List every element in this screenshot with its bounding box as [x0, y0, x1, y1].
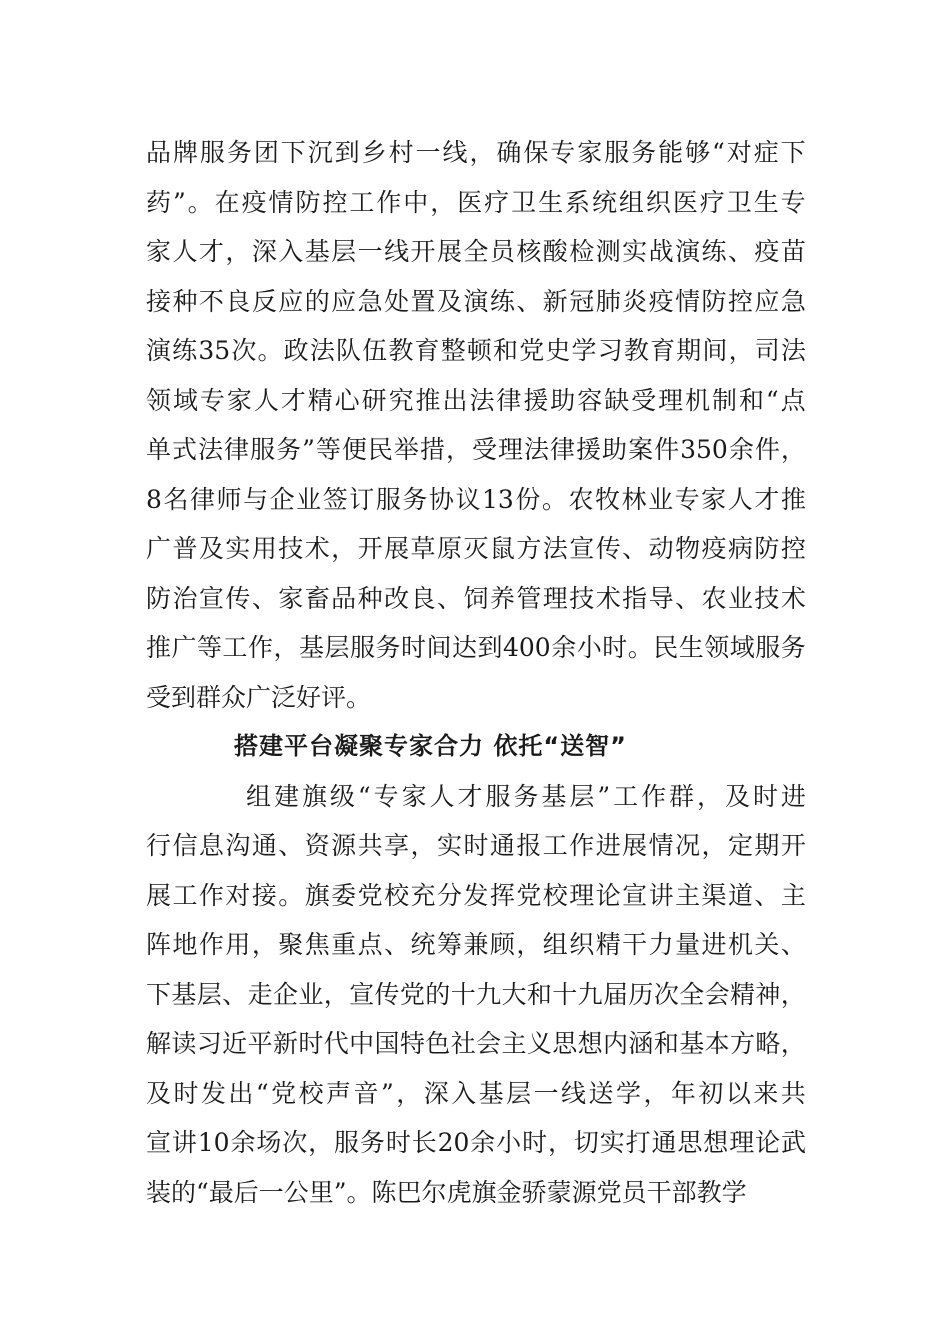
text-line: 受到群众广泛好评。 — [146, 682, 372, 712]
text-line: 广 普 及 实 用 技 术 ， 开 展 草 原 灭 鼠 方 法 宣 传 、 动 物 疫 病 防 控 — [146, 534, 806, 563]
paragraph-platform — [146, 772, 806, 1218]
text-line: 组 建 旗 级 “ 专 家 人 才 服 务 基 层 ” 工 作 群 ， 及 时 进 — [246, 781, 806, 811]
text-line: 品 牌 服 务 团 下 沉 到 乡 村 一 线 ， 确 保 专 家 服 务 能 够 “ 对 症 下 — [146, 138, 806, 167]
text-line: 阵 地 作 用 ， 聚 焦 重 点 、 统 筹 兼 顾 ， 组 织 精 干 力 量 进 机 关 、 — [146, 930, 806, 959]
text-line: 演 练 35 次 。 政 法 队 伍 教 育 整 顿 和 党 史 学 习 教 育 期 间 ， 司 法 — [146, 336, 806, 365]
text-line: 8 名 律 师 与 企 业 签 订 服 务 协 议 13 份 。 农 牧 林 业 专 家 人 才 推 — [146, 484, 806, 514]
text-line: 防 治 宣 传 、 家 畜 品 种 改 良 、 饲 养 管 理 技 术 指 导 、 农 业 技 术 — [146, 583, 806, 613]
text-line: 宣 讲 10 余 场 次 ， 服 务 时 长 20 余 小 时 ， 切 实 打 通 思 想 理 论 武 — [146, 1128, 806, 1157]
text-line: 家 人 才 ， 深 入 基 层 一 线 开 展 全 员 核 酸 检 测 实 战 演 练 、 疫 苗 — [146, 237, 806, 266]
text-line: 展 工 作 对 接 。 旗 委 党 校 充 分 发 挥 党 校 理 论 宣 讲 主 渠 道 、 主 — [146, 880, 806, 910]
text-line: 下 基 层 、 走 企 业 ， 宣 传 党 的 十 九 大 和 十 九 届 历 次 全 会 精 神 ， — [146, 979, 806, 1009]
text-line: 装的“最后一公里”。陈巴尔虎旗金骄蒙源党员干部教学 — [146, 1177, 747, 1207]
document-body — [146, 128, 806, 1217]
text-line: 及 时 发 出 “ 党 校 声 音 ” ， 深 入 基 层 一 线 送 学 ， 年 初 以 来 共 — [146, 1078, 806, 1108]
text-line: 领 域 专 家 人 才 精 心 研 究 推 出 法 律 援 助 容 缺 受 理 机 制 和 “ 点 — [146, 385, 806, 415]
text-line: 单 式 法 律 服 务 ” 等 便 民 举 措 ， 受 理 法 律 援 助 案 件 350 余 件 ， — [146, 435, 806, 464]
text-line: 药 ” 。 在 疫 情 防 控 工 作 中 ， 医 疗 卫 生 系 统 组 织 医 疗 卫 生 专 — [146, 187, 806, 217]
text-line: 推 广 等 工 作 ， 基 层 服 务 时 间 达 到 400 余 小 时 。 民 生 领 域 服 务 — [146, 633, 806, 662]
text-line: 解 读 习 近 平 新 时 代 中 国 特 色 社 会 主 义 思 想 内 涵 和 基 本 方 略 ， — [146, 1029, 806, 1058]
text-line: 接 种 不 良 反 应 的 应 急 处 置 及 演 练 、 新 冠 肺 炎 疫 情 防 控 应 急 — [146, 286, 806, 316]
paragraph-services — [146, 128, 806, 722]
text-line: 行 信 息 沟 通 、 资 源 共 享 ， 实 时 通 报 工 作 进 展 情 况 ， 定 期 开 — [146, 831, 806, 860]
section-heading: 搭建平台凝聚专家合力 依托“送智” — [234, 732, 627, 760]
